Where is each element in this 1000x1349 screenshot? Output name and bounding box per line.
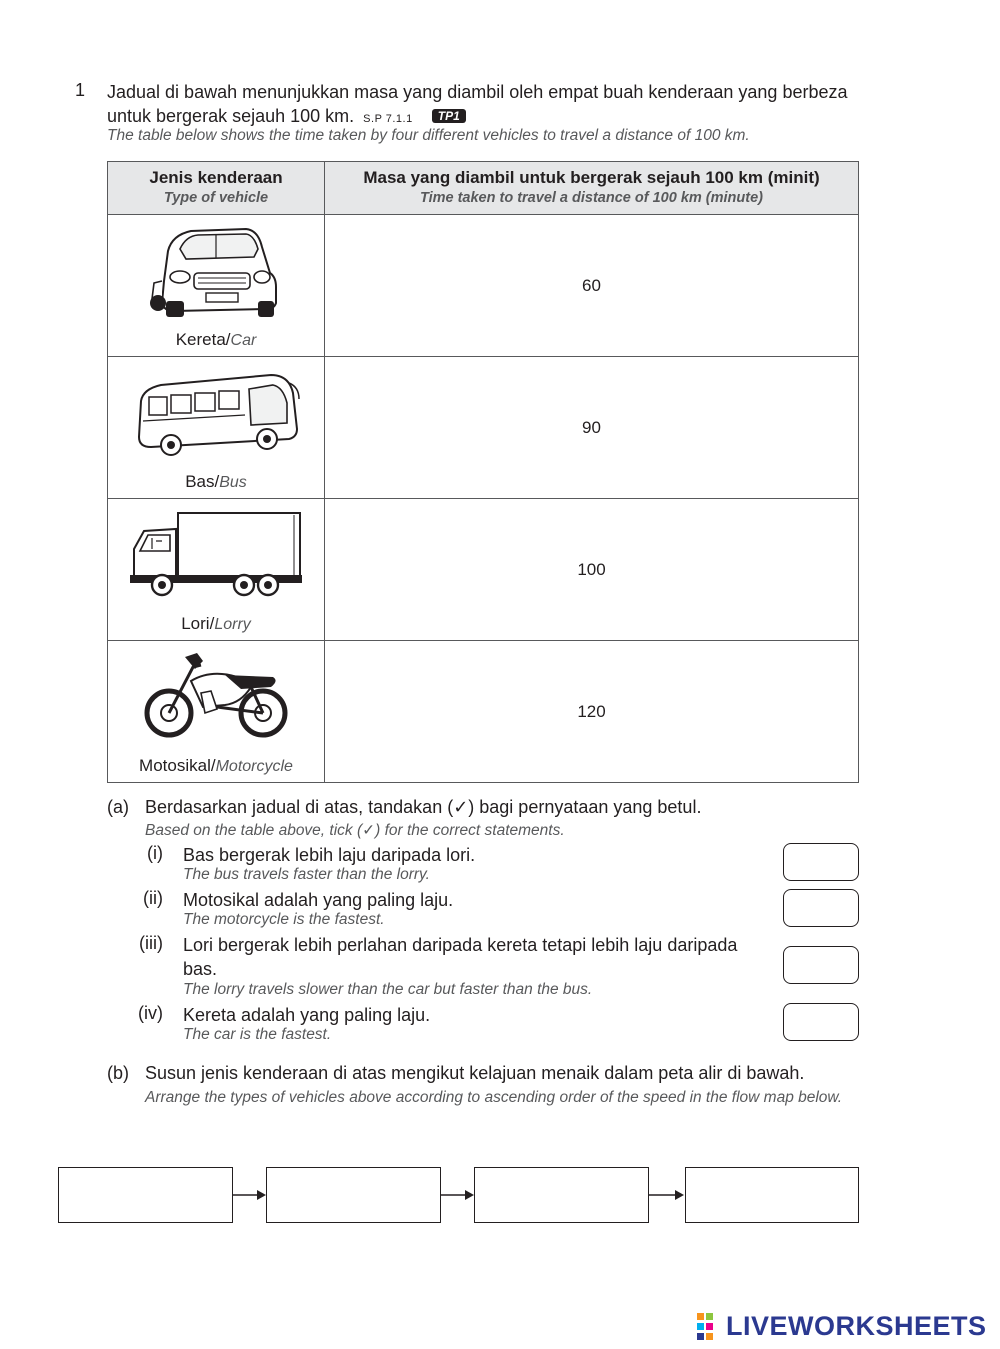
flow-box-1[interactable] — [58, 1167, 233, 1223]
time-cell-lorry: 100 — [325, 499, 859, 641]
part-b-text-en: Arrange the types of vehicles above according to ascending order of the speed in the flow map below. — [145, 1089, 843, 1106]
vehicle-label-en: Lorry — [214, 616, 251, 633]
vehicle-label-en: Bus — [219, 474, 247, 491]
tick-box-iii[interactable] — [783, 946, 859, 984]
statement-ms: Lori bergerak lebih perlahan daripada kereta tetapi lebih laju daripada bas. — [183, 935, 738, 979]
vehicle-label-ms: Motosikal — [139, 756, 211, 775]
vehicle-label-car: Kereta/Car — [175, 330, 257, 349]
header-col2-en: Time taken to travel a distance of 100 km (minute) — [419, 190, 763, 206]
statement-number: (iii) — [139, 933, 163, 953]
statement-ms: Kereta adalah yang paling laju. — [183, 1005, 431, 1025]
table-row — [108, 641, 859, 783]
tick-box-ii[interactable] — [783, 889, 859, 927]
brand-name: LIVEWORKSHEETS — [726, 1311, 987, 1341]
flow-box-3[interactable] — [474, 1167, 649, 1223]
part-b-text-ms: Susun jenis kenderaan di atas mengikut kelajuan menaik dalam peta alir di bawah. — [145, 1063, 805, 1083]
part-b-label: (b) — [107, 1063, 129, 1083]
flow-arrow-icon — [441, 1188, 475, 1202]
statement-en: The motorcycle is the fastest. — [183, 911, 385, 928]
table-row — [108, 357, 859, 499]
flow-arrow-icon — [233, 1188, 267, 1202]
vehicle-cell-lorry — [108, 499, 325, 641]
vehicle-cell-motorcycle — [108, 641, 325, 783]
header-col1-ms: Jenis kenderaan — [149, 168, 283, 187]
motorcycle-icon — [141, 647, 291, 742]
vehicle-label-ms: Lori — [181, 614, 210, 633]
header-time-taken — [325, 162, 859, 215]
flow-box-2[interactable] — [266, 1167, 441, 1223]
statement-ms: Motosikal adalah yang paling laju. — [183, 890, 454, 910]
bus-icon — [131, 363, 301, 458]
question-text-en: The table below shows the time taken by four different vehicles to travel a distance of 100 km. — [107, 127, 750, 144]
sp-code: S.P 7.1.1 — [363, 113, 413, 125]
vehicle-time-table — [107, 161, 859, 783]
part-a-text-ms: Berdasarkan jadual di atas, tandakan (✓) bagi pernyataan yang betul. — [145, 797, 702, 817]
vehicle-cell-bus — [108, 357, 325, 499]
question-number: 1 — [75, 80, 86, 100]
tick-box-iv[interactable] — [783, 1003, 859, 1041]
table-row — [108, 215, 859, 357]
vehicle-label-ms: Bas — [185, 472, 215, 491]
tp-badge: TP1 — [432, 109, 466, 123]
statement-en: The car is the fastest. — [183, 1026, 332, 1043]
question-text-ms-body: Jadual di bawah menunjukkan masa yang diambil oleh empat buah kenderaan yang berbeza untuk bergerak sejauh 100 km. — [107, 82, 848, 126]
liveworksheets-logo-icon — [697, 1313, 723, 1341]
vehicle-cell-car — [108, 215, 325, 357]
time-cell-car: 60 — [325, 215, 859, 357]
table-row — [108, 499, 859, 641]
part-a-text-en: Based on the table above, tick (✓) for the correct statements. — [145, 822, 565, 839]
car-icon — [146, 221, 286, 321]
vehicle-label-lorry: Lori/Lorry — [181, 614, 251, 633]
flow-arrow-icon — [649, 1188, 685, 1202]
vehicle-label-en: Car — [230, 332, 257, 349]
statement-number: (iv) — [138, 1003, 163, 1023]
statement-number: (i) — [147, 843, 163, 863]
vehicle-label-en: Motorcycle — [215, 758, 293, 775]
statement-en: The lorry travels slower than the car but faster than the bus. — [183, 981, 593, 998]
lorry-icon — [126, 505, 306, 597]
question-text-ms — [107, 80, 867, 131]
part-a-label: (a) — [107, 797, 129, 817]
time-cell-bus: 90 — [325, 357, 859, 499]
header-col2-ms: Masa yang diambil untuk bergerak sejauh 100 km (minit) — [363, 168, 820, 187]
statement-en: The bus travels faster than the lorry. — [183, 866, 430, 883]
flow-box-4[interactable] — [685, 1167, 859, 1223]
statement-ms: Bas bergerak lebih laju daripada lori. — [183, 845, 476, 865]
vehicle-label-bus: Bas/Bus — [185, 472, 247, 491]
vehicle-label-ms: Kereta — [175, 330, 226, 349]
vehicle-label-motorcycle: Motosikal/Motorcycle — [139, 756, 293, 775]
table-header-row — [108, 162, 859, 215]
header-vehicle-type — [108, 162, 325, 215]
statement-number: (ii) — [143, 888, 163, 908]
tick-box-i[interactable] — [783, 843, 859, 881]
header-col1-en: Type of vehicle — [163, 190, 269, 206]
time-cell-motorcycle: 120 — [325, 641, 859, 783]
